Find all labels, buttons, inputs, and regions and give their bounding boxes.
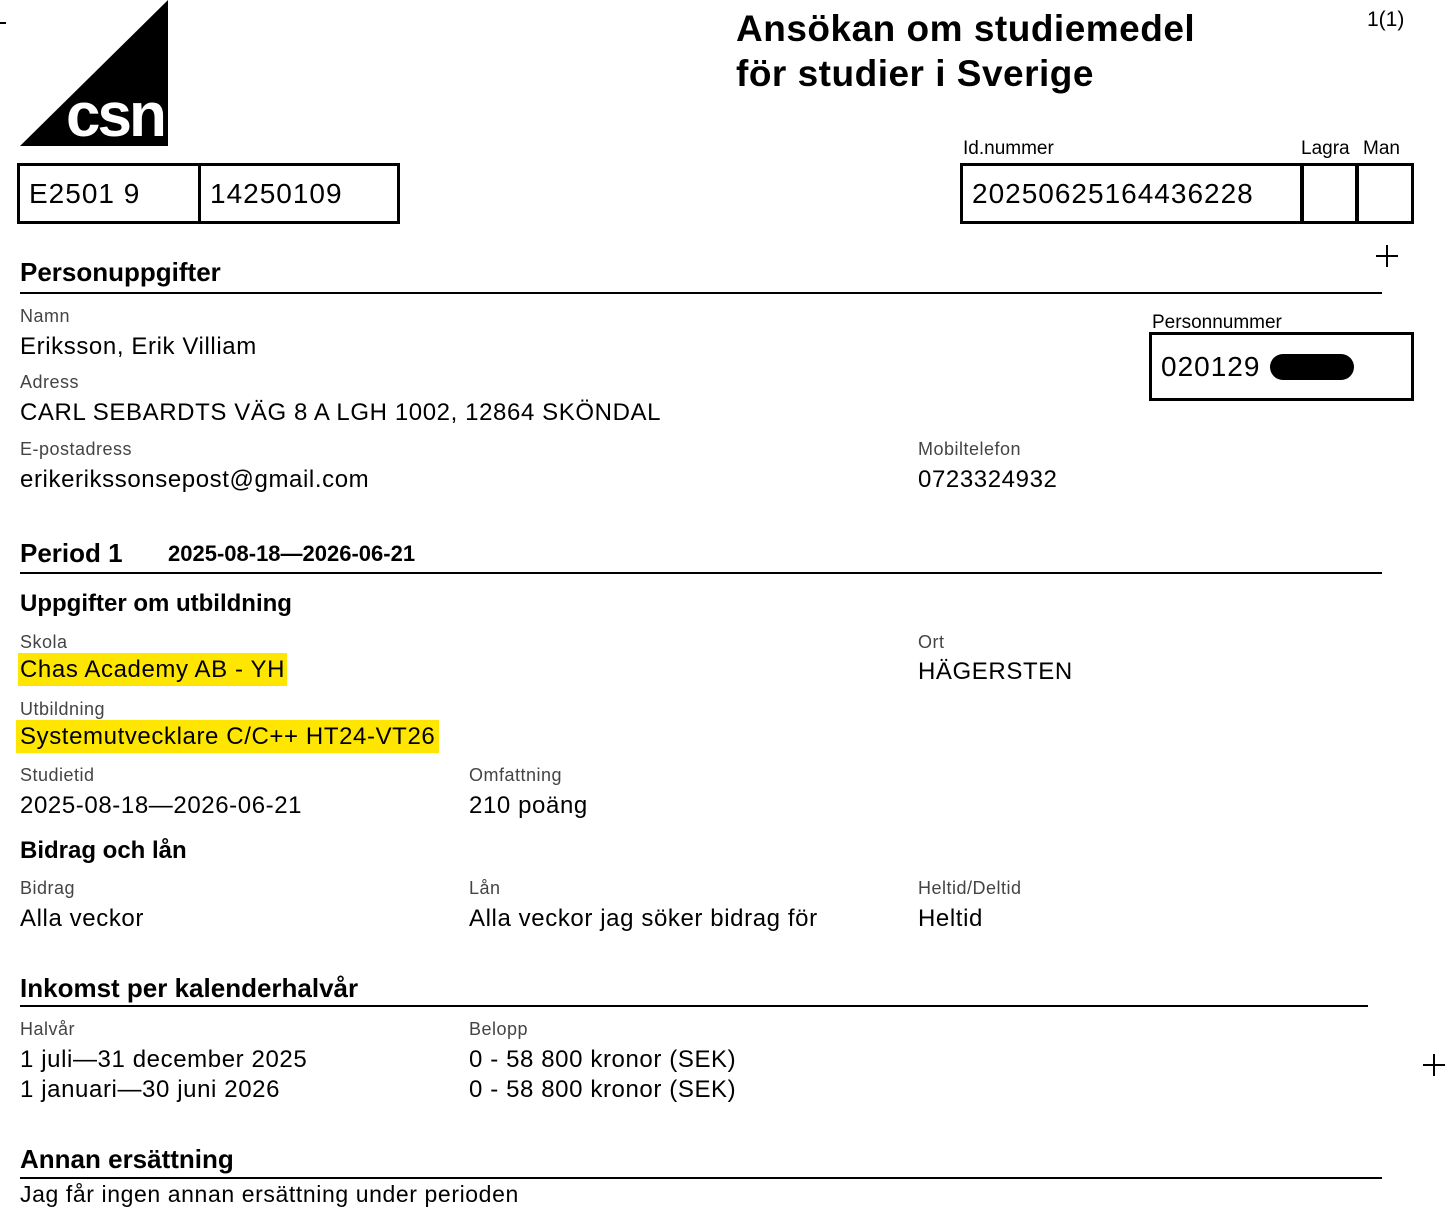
section-divider bbox=[20, 1005, 1368, 1007]
pace-value: Heltid bbox=[918, 905, 983, 932]
income-period-1: 1 juli—31 december 2025 bbox=[20, 1046, 308, 1073]
id-number-label: Id.nummer bbox=[963, 138, 1054, 159]
id-number: 20250625164436228 bbox=[972, 177, 1254, 209]
address-label: Adress bbox=[20, 372, 80, 392]
section-divider bbox=[20, 292, 1382, 294]
email-value: erikerikssonsepost@gmail.com bbox=[20, 466, 370, 493]
section-divider bbox=[20, 1177, 1382, 1179]
svg-text:csn: csn bbox=[66, 81, 164, 146]
studytime-label: Studietid bbox=[20, 765, 95, 785]
reference-box bbox=[198, 163, 400, 224]
studytime-value: 2025-08-18—2026-06-21 bbox=[20, 792, 303, 819]
loan-value: Alla veckor jag söker bidrag för bbox=[469, 905, 818, 932]
mobile-value: 0723324932 bbox=[918, 466, 1058, 493]
program-highlight: Systemutvecklare C/C++ HT24-VT26 bbox=[16, 720, 439, 753]
section-divider bbox=[20, 572, 1382, 574]
school-highlight: Chas Academy AB - YH bbox=[18, 653, 287, 686]
name-label: Namn bbox=[20, 306, 71, 326]
document-title bbox=[736, 6, 1195, 96]
income-heading: Inkomst per kalenderhalvår bbox=[20, 973, 359, 1003]
page-number: 1(1) bbox=[1367, 8, 1405, 31]
personal-heading: Personuppgifter bbox=[20, 257, 221, 287]
income-amount-1: 0 - 58 800 kronor (SEK) bbox=[469, 1046, 737, 1073]
school-label: Skola bbox=[20, 632, 68, 652]
csn-logo bbox=[20, 0, 170, 146]
title-line-2: för studier i Sverige bbox=[736, 53, 1094, 94]
grants-heading: Bidrag och lån bbox=[20, 837, 187, 864]
personnummer-box bbox=[1149, 332, 1414, 401]
grant-value: Alla veckor bbox=[20, 905, 144, 932]
man-box bbox=[1355, 163, 1414, 224]
crosshair-mark bbox=[1376, 245, 1398, 267]
email-label: E-postadress bbox=[20, 439, 133, 459]
scope-label: Omfattning bbox=[469, 765, 563, 785]
crosshair-mark bbox=[1423, 1054, 1445, 1076]
name-value: Eriksson, Erik Villiam bbox=[20, 333, 257, 360]
title-line-1: Ansökan om studiemedel bbox=[736, 8, 1196, 49]
lagra-box bbox=[1300, 163, 1359, 224]
income-amount-2: 0 - 58 800 kronor (SEK) bbox=[469, 1076, 737, 1103]
other-compensation-text: Jag får ingen annan ersättning under perioden bbox=[20, 1181, 519, 1207]
period-dates: 2025-08-18—2026-06-21 bbox=[168, 541, 416, 566]
education-heading: Uppgifter om utbildning bbox=[20, 590, 292, 617]
scope-value: 210 poäng bbox=[469, 792, 588, 819]
lagra-label: Lagra bbox=[1301, 138, 1350, 159]
corner-tick bbox=[0, 22, 6, 24]
personnummer-label: Personnummer bbox=[1152, 312, 1282, 333]
id-number-box bbox=[960, 163, 1304, 224]
redaction-mark bbox=[1270, 354, 1354, 380]
city-label: Ort bbox=[918, 632, 945, 652]
man-label: Man bbox=[1363, 138, 1400, 159]
half-year-label: Halvår bbox=[20, 1019, 76, 1039]
income-period-2: 1 januari—30 juni 2026 bbox=[20, 1076, 281, 1103]
form-code: E2501 9 bbox=[29, 177, 141, 209]
form-code-box bbox=[17, 163, 201, 224]
reference-number: 14250109 bbox=[210, 177, 343, 209]
amount-label: Belopp bbox=[469, 1019, 529, 1039]
period-heading: Period 1 bbox=[20, 538, 123, 568]
mobile-label: Mobiltelefon bbox=[918, 439, 1022, 459]
school-value bbox=[18, 656, 287, 684]
personnummer-value: 020129 bbox=[1161, 350, 1261, 382]
program-label: Utbildning bbox=[20, 699, 106, 719]
program-value bbox=[16, 723, 439, 751]
address-value: CARL SEBARDTS VÄG 8 A LGH 1002, 12864 SKÖNDAL bbox=[20, 399, 662, 426]
other-compensation-heading: Annan ersättning bbox=[20, 1144, 234, 1174]
city-value: HÄGERSTEN bbox=[918, 658, 1073, 685]
pace-label: Heltid/Deltid bbox=[918, 878, 1022, 898]
grant-label: Bidrag bbox=[20, 878, 76, 898]
loan-label: Lån bbox=[469, 878, 501, 898]
